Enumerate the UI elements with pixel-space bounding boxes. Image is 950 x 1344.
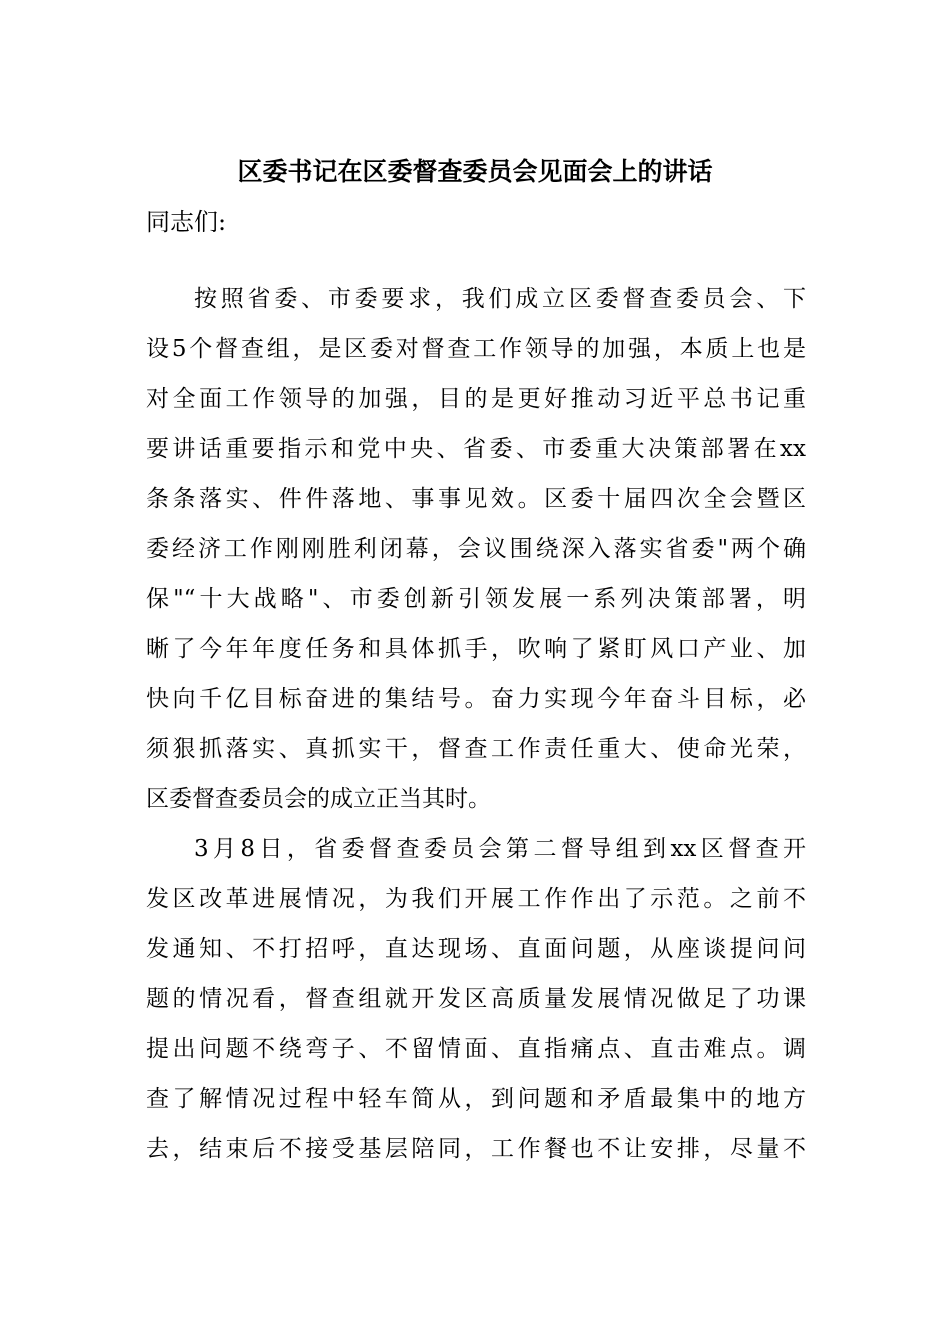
salutation: 同志们:: [146, 208, 227, 236]
text-line: 区委督查委员会的成立正当其时。: [146, 786, 491, 812]
text-line: 快向千亿目标奋进的集结号。奋力实现今年奋斗目标，必: [146, 686, 806, 712]
paragraph-2: [146, 824, 806, 1174]
text-line: 委经济工作刚刚胜利闭幕，会议围绕深入落实省委"两个确: [146, 536, 806, 562]
text-line: 晰了今年年度任务和具体抓手，吹响了紧盯风口产业、加: [146, 636, 806, 662]
text-line: 提出问题不绕弯子、不留情面、直指痛点、直击难点。调: [146, 1036, 806, 1062]
text-line: 对全面工作领导的加强，目的是更好推动习近平总书记重: [146, 386, 806, 412]
text-line: 须狠抓落实、真抓实干，督查工作责任重大、使命光荣，: [146, 736, 806, 762]
text-line: 去，结束后不接受基层陪同，工作餐也不让安排，尽量不: [146, 1136, 806, 1162]
text-line: 设5个督查组，是区委对督查工作领导的加强，本质上也是: [146, 336, 806, 362]
text-line: 题的情况看，督查组就开发区高质量发展情况做足了功课: [146, 986, 806, 1012]
text-line: 发通知、不打招呼，直达现场、直面问题，从座谈提问问: [146, 936, 806, 962]
text-line: 3月8日，省委督查委员会第二督导组到xx区督查开: [194, 836, 806, 862]
text-line: 条条落实、件件落地、事事见效。区委十届四次全会暨区: [146, 486, 806, 512]
text-line: 按照省委、市委要求，我们成立区委督查委员会、下: [194, 286, 806, 312]
document-title: 区委书记在区委督查委员会见面会上的讲话: [237, 157, 713, 186]
text-line: 保"“十大战略"、市委创新引领发展一系列决策部署，明: [146, 586, 806, 612]
text-line: 发区改革进展情况，为我们开展工作作出了示范。之前不: [146, 886, 806, 912]
paragraph-1: [146, 274, 806, 824]
text-line: 查了解情况过程中轻车简从，到问题和矛盾最集中的地方: [146, 1086, 806, 1112]
text-line: 要讲话重要指示和党中央、省委、市委重大决策部署在xx: [146, 436, 806, 462]
